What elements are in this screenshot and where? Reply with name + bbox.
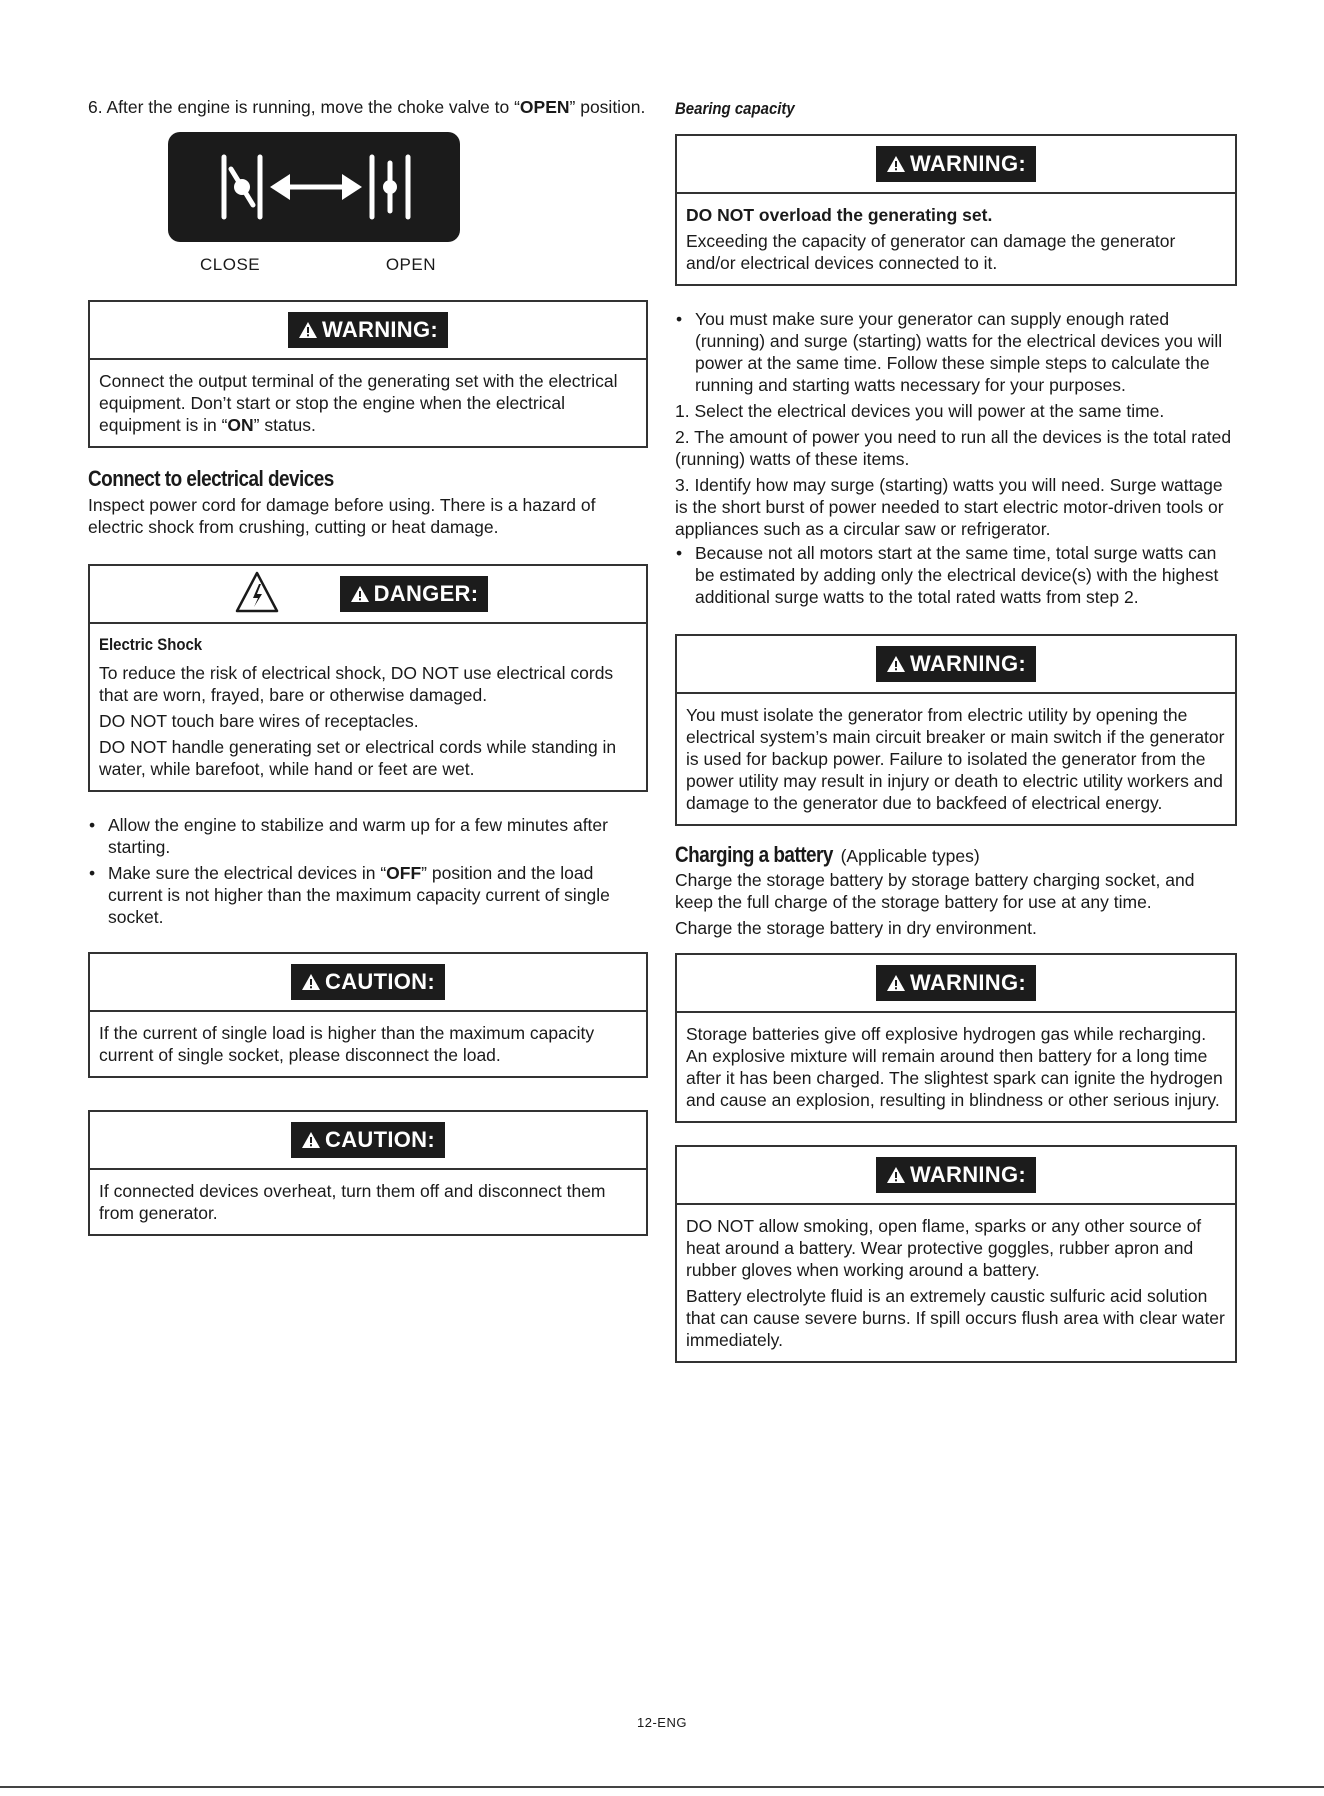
- warning-box-overload: [675, 134, 1237, 286]
- charging-paragraph-2: Charge the storage battery in dry environment.: [675, 918, 1037, 938]
- list-item: • You must make sure your generator can supply enough rated (running) and surge (starting) watts for the electrical devices you will power at the same time. Follow these simple steps to calculate the running and starting watts necessary for your purposes.: [675, 308, 1237, 396]
- bullet-text-c: ” position and the load current is not higher than the maximum capacity current of single socket.: [108, 863, 610, 927]
- bullet-text-a: Make sure the electrical devices in “: [108, 863, 387, 883]
- caution-box-header: [90, 1112, 646, 1170]
- choke-open-label: OPEN: [385, 255, 436, 274]
- caution-text: If the current of single load is higher than the maximum capacity current of single socket, please disconnect the load.: [99, 1023, 595, 1065]
- warning-on-keyword: ON: [227, 415, 254, 435]
- charging-paragraph-1: Charge the storage battery by storage battery charging socket, and keep the full charge of the storage battery for use at any time.: [675, 870, 1195, 912]
- caution-badge-label: CAUTION:: [325, 1127, 435, 1152]
- caution-badge: [291, 964, 445, 1000]
- warning-box-output-terminal: [88, 300, 648, 448]
- warning-text: You must isolate the generator from electric utility by opening the electrical system’s main circuit breaker or main switch if the generator is used for backup power. Failure to isolated the generator from the power utility may result in injury or death to electric utility workers and damage to the generator due to backfeed of electrical energy.: [686, 705, 1225, 813]
- choke-labels: [200, 254, 436, 276]
- caution-box-header: [90, 954, 646, 1012]
- warning-paragraph-2: Battery electrolyte fluid is an extremely caustic sulfuric acid solution that can cause severe burns. If spill occurs flush area with clear water immediately.: [686, 1286, 1225, 1350]
- danger-badge: [340, 576, 489, 612]
- warning-box-header: [677, 136, 1235, 194]
- caution-badge: [291, 1122, 445, 1158]
- alert-triangle-icon: [886, 655, 906, 673]
- warning-box-body: [90, 360, 646, 446]
- warning-paragraph-1: DO NOT allow smoking, open flame, sparks or any other source of heat around a battery. Wear protective goggles, rubber apron and rubber gloves when working around a battery.: [686, 1216, 1202, 1280]
- alert-triangle-icon: [301, 1131, 321, 1149]
- list-item: • Allow the engine to stabilize and warm up for a few minutes after starting.: [88, 814, 648, 858]
- warning-text-a: Connect the output terminal of the generating set with the electrical equipment. Don’t start or stop the engine when the electrical equipment is in “: [99, 371, 618, 435]
- connect-intro: Inspect power cord for damage before using. There is a hazard of electric shock from crushing, cutting or heat damage.: [88, 495, 596, 537]
- bearing-capacity-title: Bearing capacity: [675, 99, 795, 118]
- warning-box-body: [677, 1013, 1235, 1121]
- left-bullet-list: [88, 814, 648, 928]
- danger-box-electric-shock: [88, 564, 648, 792]
- alert-triangle-icon: [301, 973, 321, 991]
- warning-badge-label: WARNING:: [909, 151, 1027, 176]
- warning-text: Storage batteries give off explosive hydrogen gas while recharging. An explosive mixture will remain around then battery for a long time after it has been charged. The slightest spark can ignite the hydrogen and cause an explosion, resulting in blindness or other serious injury.: [686, 1024, 1223, 1110]
- danger-badge-label: DANGER:: [373, 581, 479, 606]
- warning-box-header: [677, 955, 1235, 1013]
- warning-badge: [876, 1157, 1036, 1193]
- warning-bold-text: DO NOT overload the generating set.: [686, 205, 993, 225]
- alert-triangle-icon: [886, 974, 906, 992]
- caution-text: If connected devices overheat, turn them off and disconnect them from generator.: [99, 1181, 606, 1223]
- choke-figure: [168, 132, 464, 276]
- warning-badge: [876, 146, 1036, 182]
- warning-badge-label: WARNING:: [909, 1162, 1027, 1187]
- alert-triangle-icon: [298, 321, 318, 339]
- warning-text-c: ” status.: [253, 415, 316, 435]
- warning-box-isolate: [675, 634, 1237, 826]
- step-1: 1. Select the electrical devices you will power at the same time.: [675, 401, 1165, 421]
- warning-box-header: [677, 1147, 1235, 1205]
- electric-shock-icon: [234, 570, 280, 614]
- left-column: [88, 96, 648, 1236]
- step-6-text-end: ” position.: [569, 97, 646, 117]
- caution-box-single-load: [88, 952, 648, 1078]
- step-6: [88, 96, 648, 118]
- warning-box-hydrogen: [675, 953, 1237, 1123]
- warning-text: [99, 370, 638, 436]
- caution-box-overheat: [88, 1110, 648, 1236]
- caution-box-body: [90, 1012, 646, 1076]
- warning-badge: [288, 312, 448, 348]
- warning-box-header: [677, 636, 1235, 694]
- charging-note: (Applicable types): [840, 846, 980, 866]
- warning-badge-label: WARNING:: [321, 317, 439, 342]
- danger-paragraph-3: DO NOT handle generating set or electrical cords while standing in water, while barefoot, while hand or feet are wet.: [99, 737, 617, 779]
- step-6-open-keyword: OPEN: [519, 97, 570, 117]
- danger-paragraph-2: DO NOT touch bare wires of receptacles.: [99, 711, 419, 731]
- bullet-off-keyword: OFF: [386, 863, 422, 883]
- warning-box-header: [90, 302, 646, 360]
- step-6-text: 6. After the engine is running, move the choke valve to “: [88, 97, 520, 117]
- warning-badge: [876, 965, 1036, 1001]
- right-column: [675, 98, 1237, 1363]
- step-3: 3. Identify how may surge (starting) watts you will need. Surge wattage is the short burst of power needed to start electric motor-driven tools or appliances such as a circular saw or refrigerator.: [675, 475, 1224, 539]
- caution-box-body: [90, 1170, 646, 1234]
- page-number: 12-ENG: [637, 1715, 687, 1730]
- danger-box-header: [90, 566, 646, 624]
- connect-heading: Connect to electrical devices: [88, 466, 334, 491]
- right-bullet-list-b: [675, 542, 1237, 608]
- warning-box-acid: [675, 1145, 1237, 1363]
- warning-box-body: [677, 194, 1235, 284]
- warning-text: Exceeding the capacity of generator can damage the generator and/or electrical devices connected to it.: [686, 231, 1176, 273]
- caution-badge-label: CAUTION:: [325, 969, 435, 994]
- choke-panel: [168, 132, 460, 242]
- danger-title: Electric Shock: [99, 635, 203, 654]
- choke-lever-icon: [194, 147, 434, 227]
- alert-triangle-icon: [350, 585, 370, 603]
- step-2: 2. The amount of power you need to run all the devices is the total rated (running) watts of these items.: [675, 427, 1232, 469]
- list-item: • Because not all motors start at the same time, total surge watts can be estimated by adding only the electrical device(s) with the highest additional surge watts to the total rated watts from step 2.: [675, 542, 1237, 608]
- danger-box-body: [90, 624, 646, 790]
- alert-triangle-icon: [886, 1166, 906, 1184]
- warning-badge-label: WARNING:: [909, 970, 1027, 995]
- alert-triangle-icon: [886, 155, 906, 173]
- warning-badge-label: WARNING:: [909, 651, 1027, 676]
- choke-close-label: CLOSE: [200, 255, 261, 274]
- danger-paragraph-1: To reduce the risk of electrical shock, DO NOT use electrical cords that are worn, frayed, bare or otherwise damaged.: [99, 663, 614, 705]
- right-bullet-list-a: [675, 308, 1237, 396]
- bottom-rule: [0, 1786, 1324, 1788]
- warning-box-body: [677, 1205, 1235, 1361]
- charging-heading-row: [675, 844, 1237, 867]
- warning-badge: [876, 646, 1036, 682]
- charging-heading: Charging a battery: [675, 842, 833, 867]
- steps-list: [675, 400, 1237, 540]
- warning-box-body: [677, 694, 1235, 824]
- list-item: [88, 862, 648, 928]
